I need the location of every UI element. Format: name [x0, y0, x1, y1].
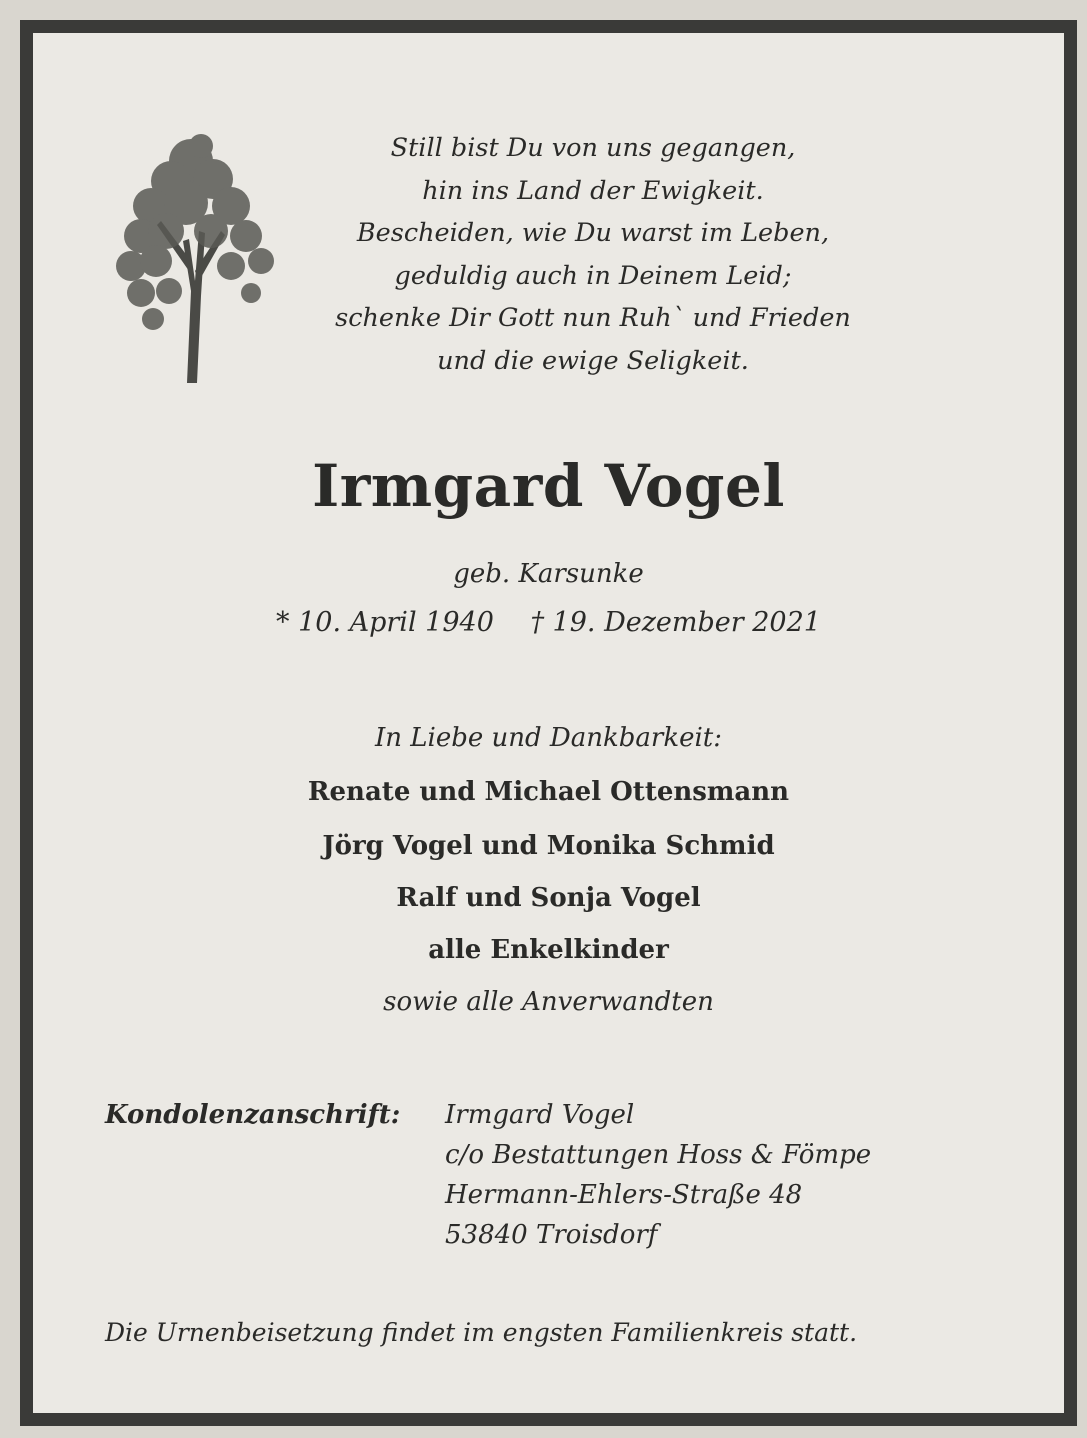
poem-line: hin ins Land der Ewigkeit.	[422, 175, 764, 206]
life-dates	[33, 603, 1064, 643]
address-line: Irmgard Vogel	[445, 1100, 635, 1130]
address-line: c/o Bestattungen Hoss & Fömpe	[445, 1140, 872, 1170]
mourner-name: Jörg Vogel und Monika Schmid	[322, 831, 775, 861]
birth-name: geb. Karsunke	[453, 559, 644, 589]
poem-line: Bescheiden, wie Du warst im Leben,	[356, 218, 830, 248]
obituary-frame	[20, 20, 1077, 1426]
poem-line: Still bist Du von uns gegangen,	[390, 133, 796, 163]
mourners-closing: sowie alle Anverwandten	[383, 987, 714, 1017]
poem-line: und die ewige Seligkeit.	[437, 345, 749, 376]
mourner-name: Renate und Michael Ottensmann	[307, 777, 790, 807]
mourner-name: Ralf und Sonja Vogel	[396, 883, 701, 913]
condolence-label: Kondolenzanschrift:	[105, 1100, 401, 1130]
deceased-name: Irmgard Vogel	[312, 452, 785, 520]
memorial-poem	[253, 127, 933, 382]
condolence-address	[445, 1095, 871, 1255]
address-line: 53840 Troisdorf	[445, 1220, 658, 1250]
death-date: † 19. Dezember 2021	[530, 607, 821, 638]
birth-date: * 10. April 1940	[276, 607, 494, 638]
address-line: Hermann-Ehlers-Straße 48	[445, 1180, 803, 1210]
mourner-name: alle Enkelkinder	[428, 935, 669, 965]
poem-line: geduldig auch in Deinem Leid;	[394, 260, 792, 291]
burial-notice: Die Urnenbeisetzung findet im engsten Familienkreis statt.	[105, 1318, 858, 1347]
poem-line: schenke Dir Gott nun Ruh` und Frieden	[335, 303, 851, 333]
mourners-intro: In Liebe und Dankbarkeit:	[374, 723, 723, 753]
